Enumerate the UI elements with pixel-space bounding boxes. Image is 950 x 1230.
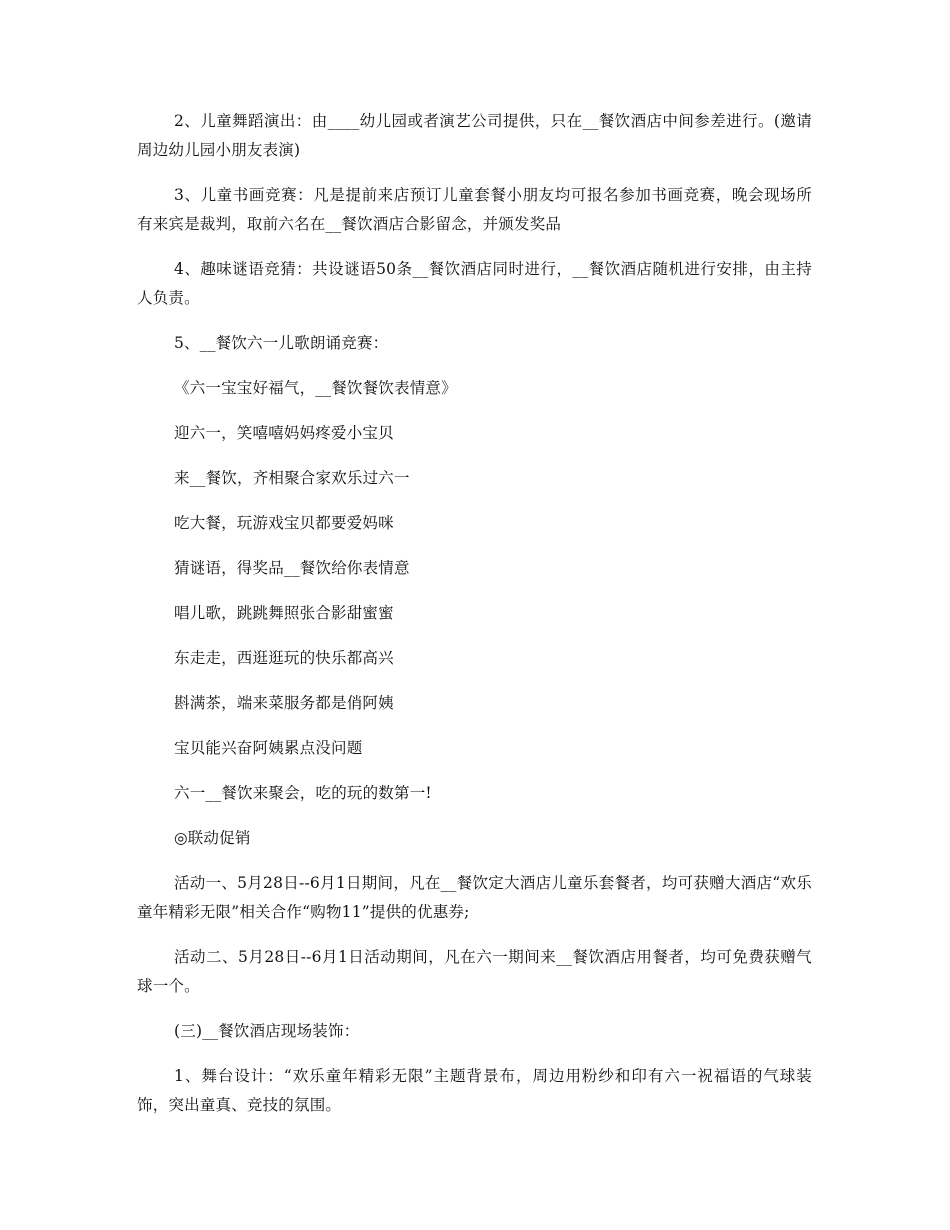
section-heading-venue-decoration: (三)__餐饮酒店现场装饰： — [174, 1022, 360, 1040]
poem-title: 《六一宝宝好福气，__餐饮餐饮表情意》 — [174, 379, 457, 397]
section-heading-joint-promotion: ◎联动促销 — [174, 829, 251, 847]
poem-line: 来__餐饮，齐相聚合家欢乐过六一 — [174, 469, 410, 487]
paragraph-dance-performance: 2、儿童舞蹈演出：由____幼儿园或者演艺公司提供，只在__餐饮酒店中间参差进行。(邀请周边幼儿园小朋友表演) — [137, 112, 812, 159]
poem-line: 六一__餐饮来聚会，吃的玩的数第一! — [174, 784, 432, 802]
paragraph-recitation-contest: 5、__餐饮六一儿歌朗诵竞赛： — [174, 334, 389, 352]
paragraph-riddle-contest: 4、趣味谜语竞猜：共设谜语50条__餐饮酒店同时进行，__餐饮酒店随机进行安排，由主持人负责。 — [137, 260, 812, 307]
poem-line: 迎六一，笑嘻嘻妈妈疼爱小宝贝 — [174, 424, 394, 442]
poem-line: 宝贝能兴奋阿姨累点没问题 — [174, 739, 363, 757]
poem-line: 斟满茶，端来菜服务都是俏阿姨 — [174, 694, 394, 712]
poem-line: 猜谜语，得奖品__餐饮给你表情意 — [174, 559, 410, 577]
poem-line: 东走走，西逛逛玩的快乐都高兴 — [174, 649, 394, 667]
paragraph-activity-two: 活动二、5月28日--6月1日活动期间，凡在六一期间来__餐饮酒店用餐者，均可免费获赠气球一个。 — [137, 948, 812, 995]
paragraph-activity-one: 活动一、5月28日--6月1日期间，凡在__餐饮定大酒店儿童乐套餐者，均可获赠大酒店“欢乐童年精彩无限”相关合作“购物11”提供的优惠券; — [137, 874, 812, 921]
poem-line: 唱儿歌，跳跳舞照张合影甜蜜蜜 — [174, 604, 394, 622]
paragraph-painting-contest: 3、儿童书画竞赛：凡是提前来店预订儿童套餐小朋友均可报名参加书画竞赛，晚会现场所有来宾是裁判，取前六名在__餐饮酒店合影留念，并颁发奖品 — [137, 186, 812, 233]
poem-line: 吃大餐，玩游戏宝贝都要爱妈咪 — [174, 514, 394, 532]
document-body — [137, 107, 812, 1136]
paragraph-stage-design: 1、舞台设计：“欢乐童年精彩无限”主题背景布，周边用粉纱和印有六一祝福语的气球装饰，突出童真、竞技的氛围。 — [137, 1067, 812, 1114]
